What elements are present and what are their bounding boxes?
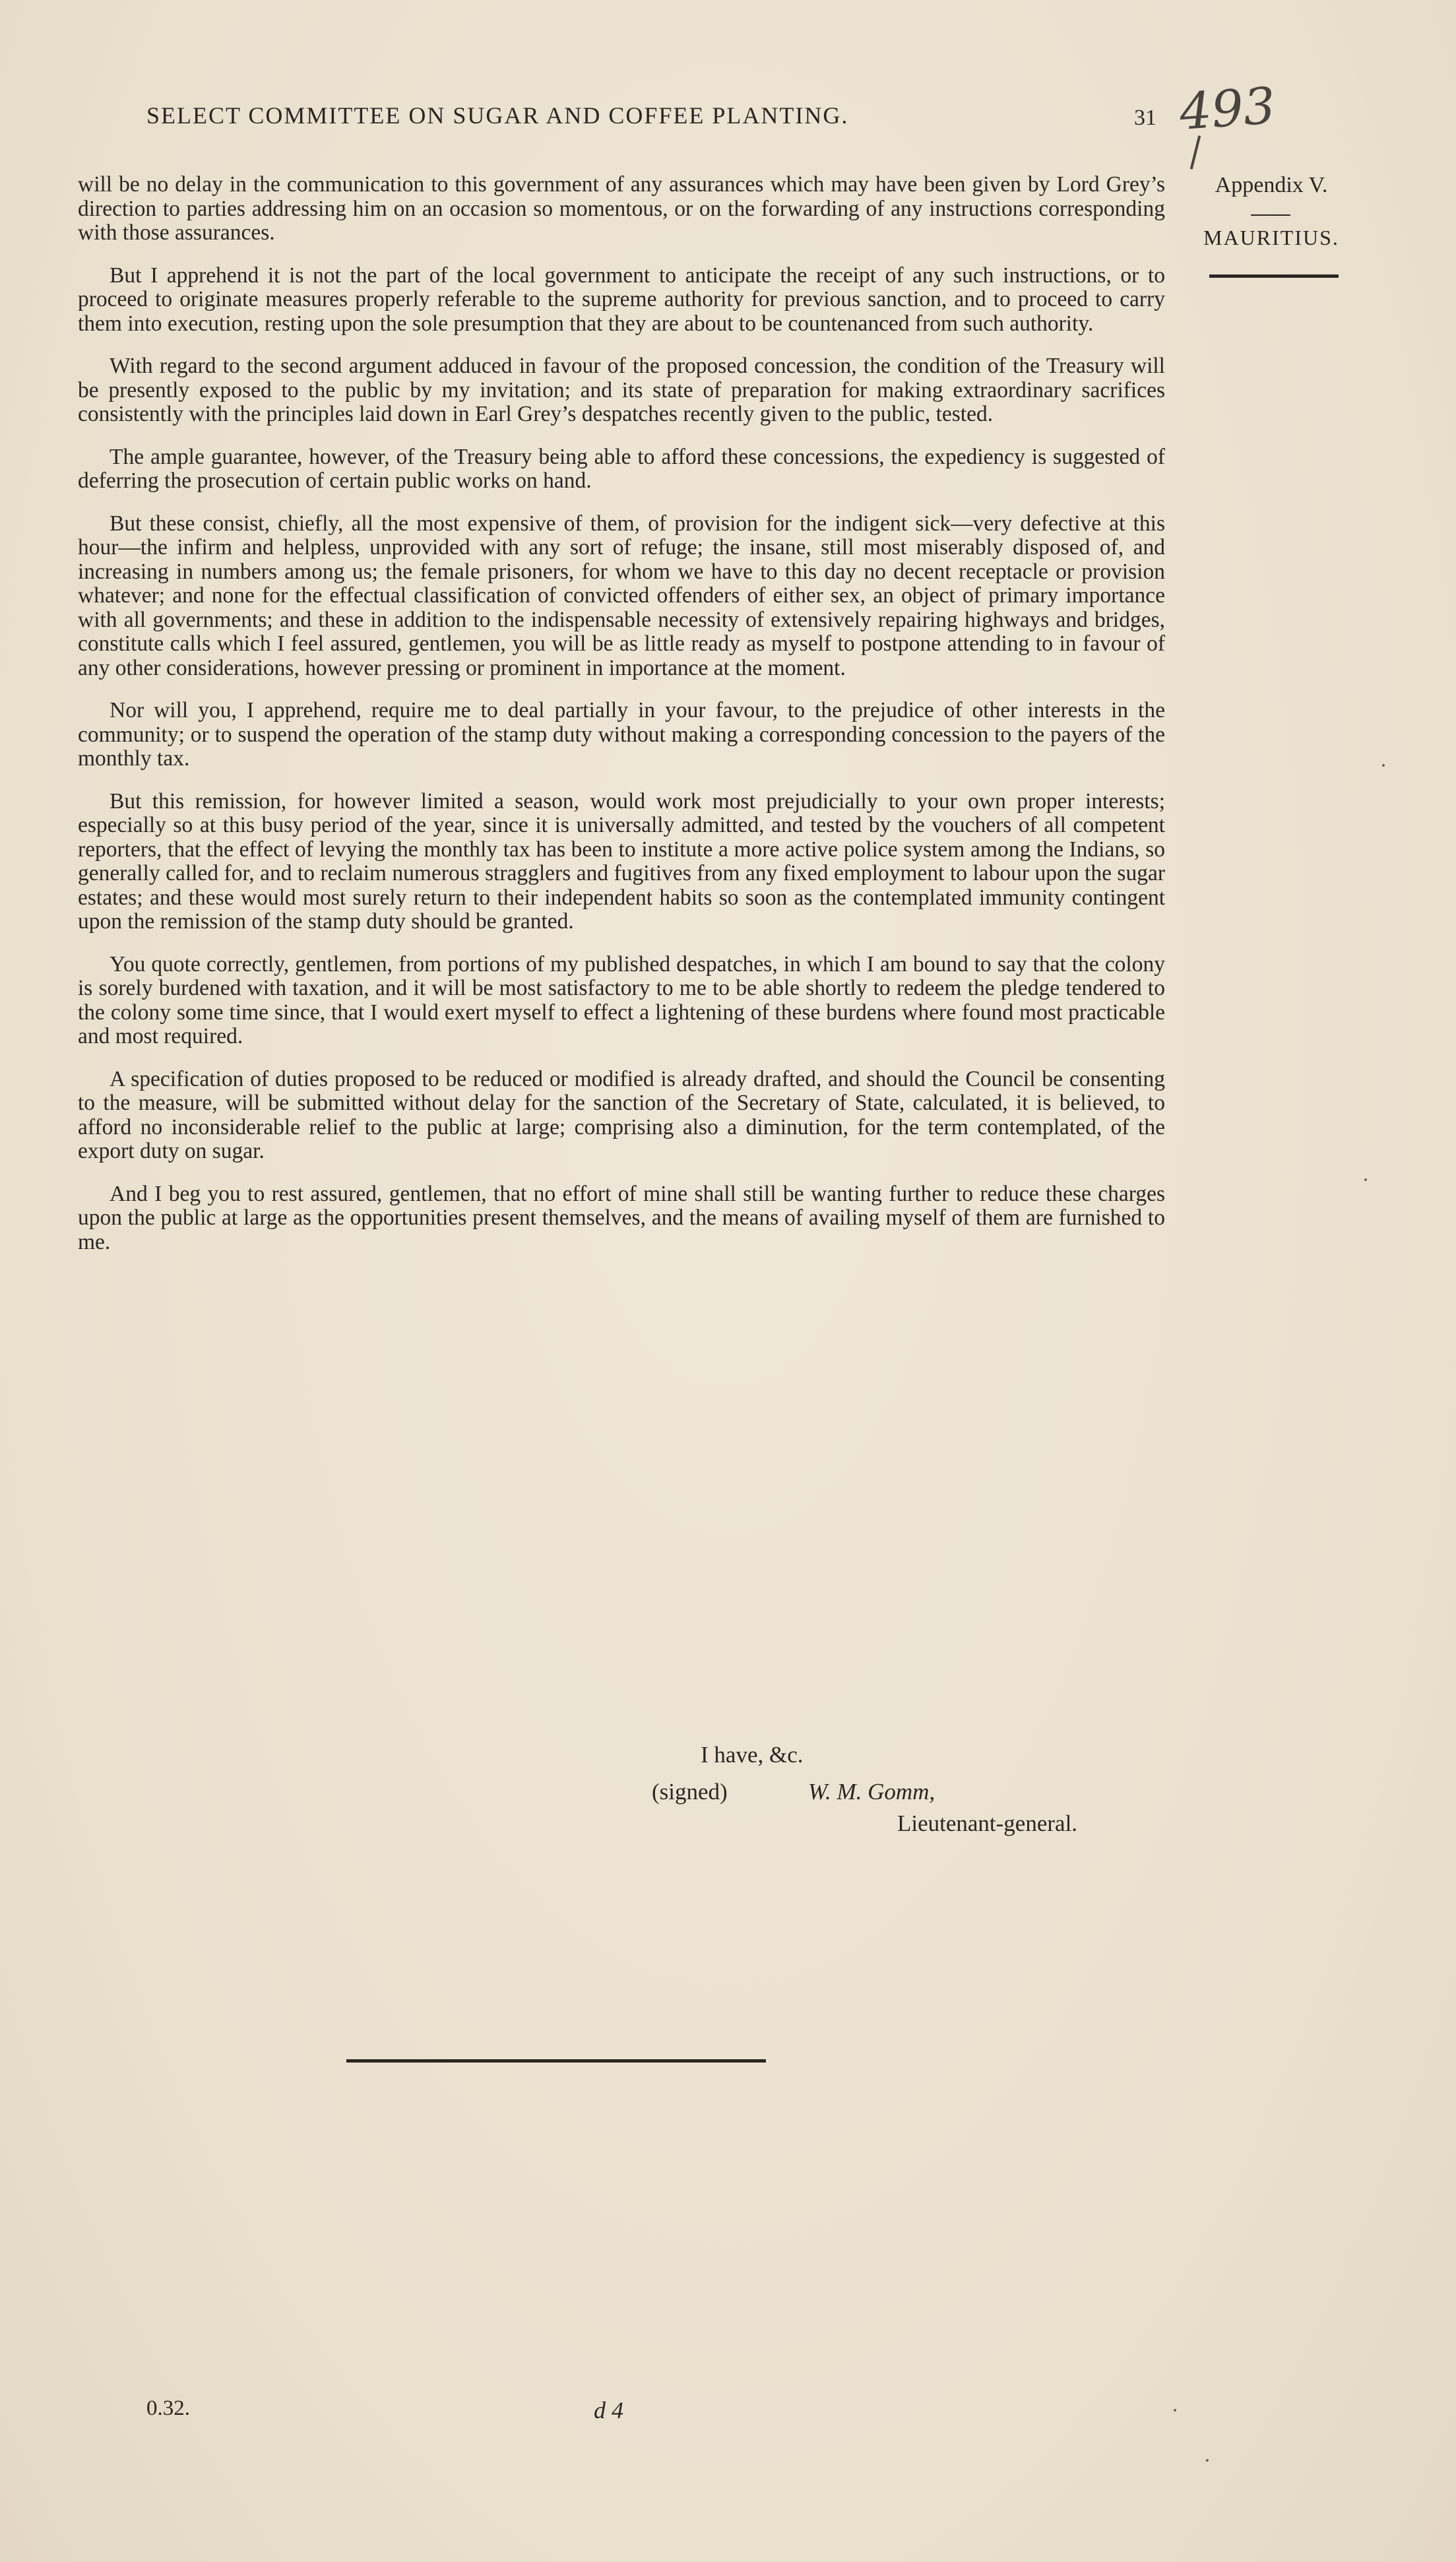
- page-number: 31: [1134, 106, 1156, 130]
- paragraph: A specification of duties proposed to be reduced or modified is already drafted, and should the Council be consenting to the measure, will be submitted without delay for the sanction of the Secretary of State, calculated, it is believed, to afford no inconsiderable relief to the public at large; comprising also a diminution, for the term contemplated, of the export duty on sugar.: [78, 1066, 1165, 1163]
- signed-label: (signed): [652, 1779, 728, 1805]
- paragraph: And I beg you to rest assured, gentlemen, that no effort of mine shall still be wanting further to reduce these charges upon the public at large as the opportunities present themselves, and the means of availing myself of them are furnished to me.: [78, 1181, 1165, 1254]
- paragraph: With regard to the second argument adduced in favour of the proposed concession, the condition of the Treasury will be presently exposed to the public by my invitation; and its state of preparation for making extraordinary sacrifices consistently with the principles laid down in Earl Grey’s despatches recently given to the public, tested.: [78, 354, 1165, 426]
- end-rule: [346, 2059, 766, 2063]
- footer-document-number: 0.32.: [146, 2396, 190, 2420]
- signatory-rank: Lieutenant-general.: [897, 1810, 1078, 1836]
- paragraph: will be no delay in the communication to this government of any assurances which may have been given by Lord Grey’s direction to parties addressing him on an occasion so momentous, or on the forwarding of any instructions corresponding with those assurances.: [78, 172, 1165, 245]
- handwritten-stroke: [1190, 135, 1201, 169]
- signatory-name: W. M. Gomm,: [808, 1779, 935, 1805]
- closing-formula: I have, &c.: [701, 1742, 804, 1768]
- paragraph: Nor will you, I apprehend, require me to deal partially in your favour, to the prejudice of other interests in the community; or to suspend the operation of the stamp duty without making a corresponding concession to the payers of the monthly tax.: [78, 698, 1165, 771]
- running-header-title: SELECT COMMITTEE ON SUGAR AND COFFEE PLANTING.: [146, 102, 849, 129]
- paragraph: But this remission, for however limited a season, would work most prejudicially to your own proper interests; especially so at this busy period of the year, since it is universally admitted, and tested by the vouchers of all competent reporters, that the effect of levying the monthly tax has been to institute a more active police system among the Indians, so generally called for, and to reclaim numerous stragglers and fugitives from any fixed employment to labour upon the sugar estates; and these would most surely return to their independent habits so soon as the contemplated immunity contingent upon the remission of the stamp duty should be granted.: [78, 788, 1165, 934]
- paragraph: But these consist, chiefly, all the most expensive of them, of provision for the indigent sick—very defective at this hour—the infirm and helpless, unprovided with any sort of refuge; the insane, still most miserably disposed of, and increasing in numbers among us; the female prisoners, for whom we have to this day no decent receptacle or provision whatever; and none for the effectual classification of convicted offenders of either sex, an object of primary importance with all governments; and these in addition to the indispensable necessity of extensively repairing highways and bridges, constitute calls which I feel assured, gentlemen, you will be as little ready as myself to postpone attending to in favour of any other considerations, however pressing or prominent in importance at the moment.: [78, 511, 1165, 680]
- footer-signature-mark: d 4: [594, 2397, 623, 2423]
- paragraph: The ample guarantee, however, of the Treasury being able to afford these concessions, the expediency is suggested of deferring the prosecution of certain public works on hand.: [78, 444, 1165, 493]
- margin-long-rule: [1209, 274, 1339, 278]
- margin-appendix-label: Appendix V.: [1215, 173, 1328, 197]
- paragraph: But I apprehend it is not the part of the local government to anticipate the receipt of any such instructions, or to proceed to originate measures properly referable to the supreme authority for previous sanction, and to proceed to carry them into execution, resting upon the sole presumption that they are about to be countenanced from such authority.: [78, 263, 1165, 336]
- margin-place-label: MAURITIUS.: [1203, 226, 1339, 249]
- paragraph: You quote correctly, gentlemen, from portions of my published despatches, in which I am bound to say that the colony is sorely burdened with taxation, and it will be most satisfactory to me to be able shortly to redeem the pledge tendered to the colony some time since, that I would exert myself to effect a lightening of these burdens where found most practicable and most required.: [78, 951, 1165, 1048]
- handwritten-folio-number: 493: [1178, 76, 1277, 141]
- letter-body: [78, 173, 1165, 1273]
- margin-short-rule: [1251, 214, 1290, 216]
